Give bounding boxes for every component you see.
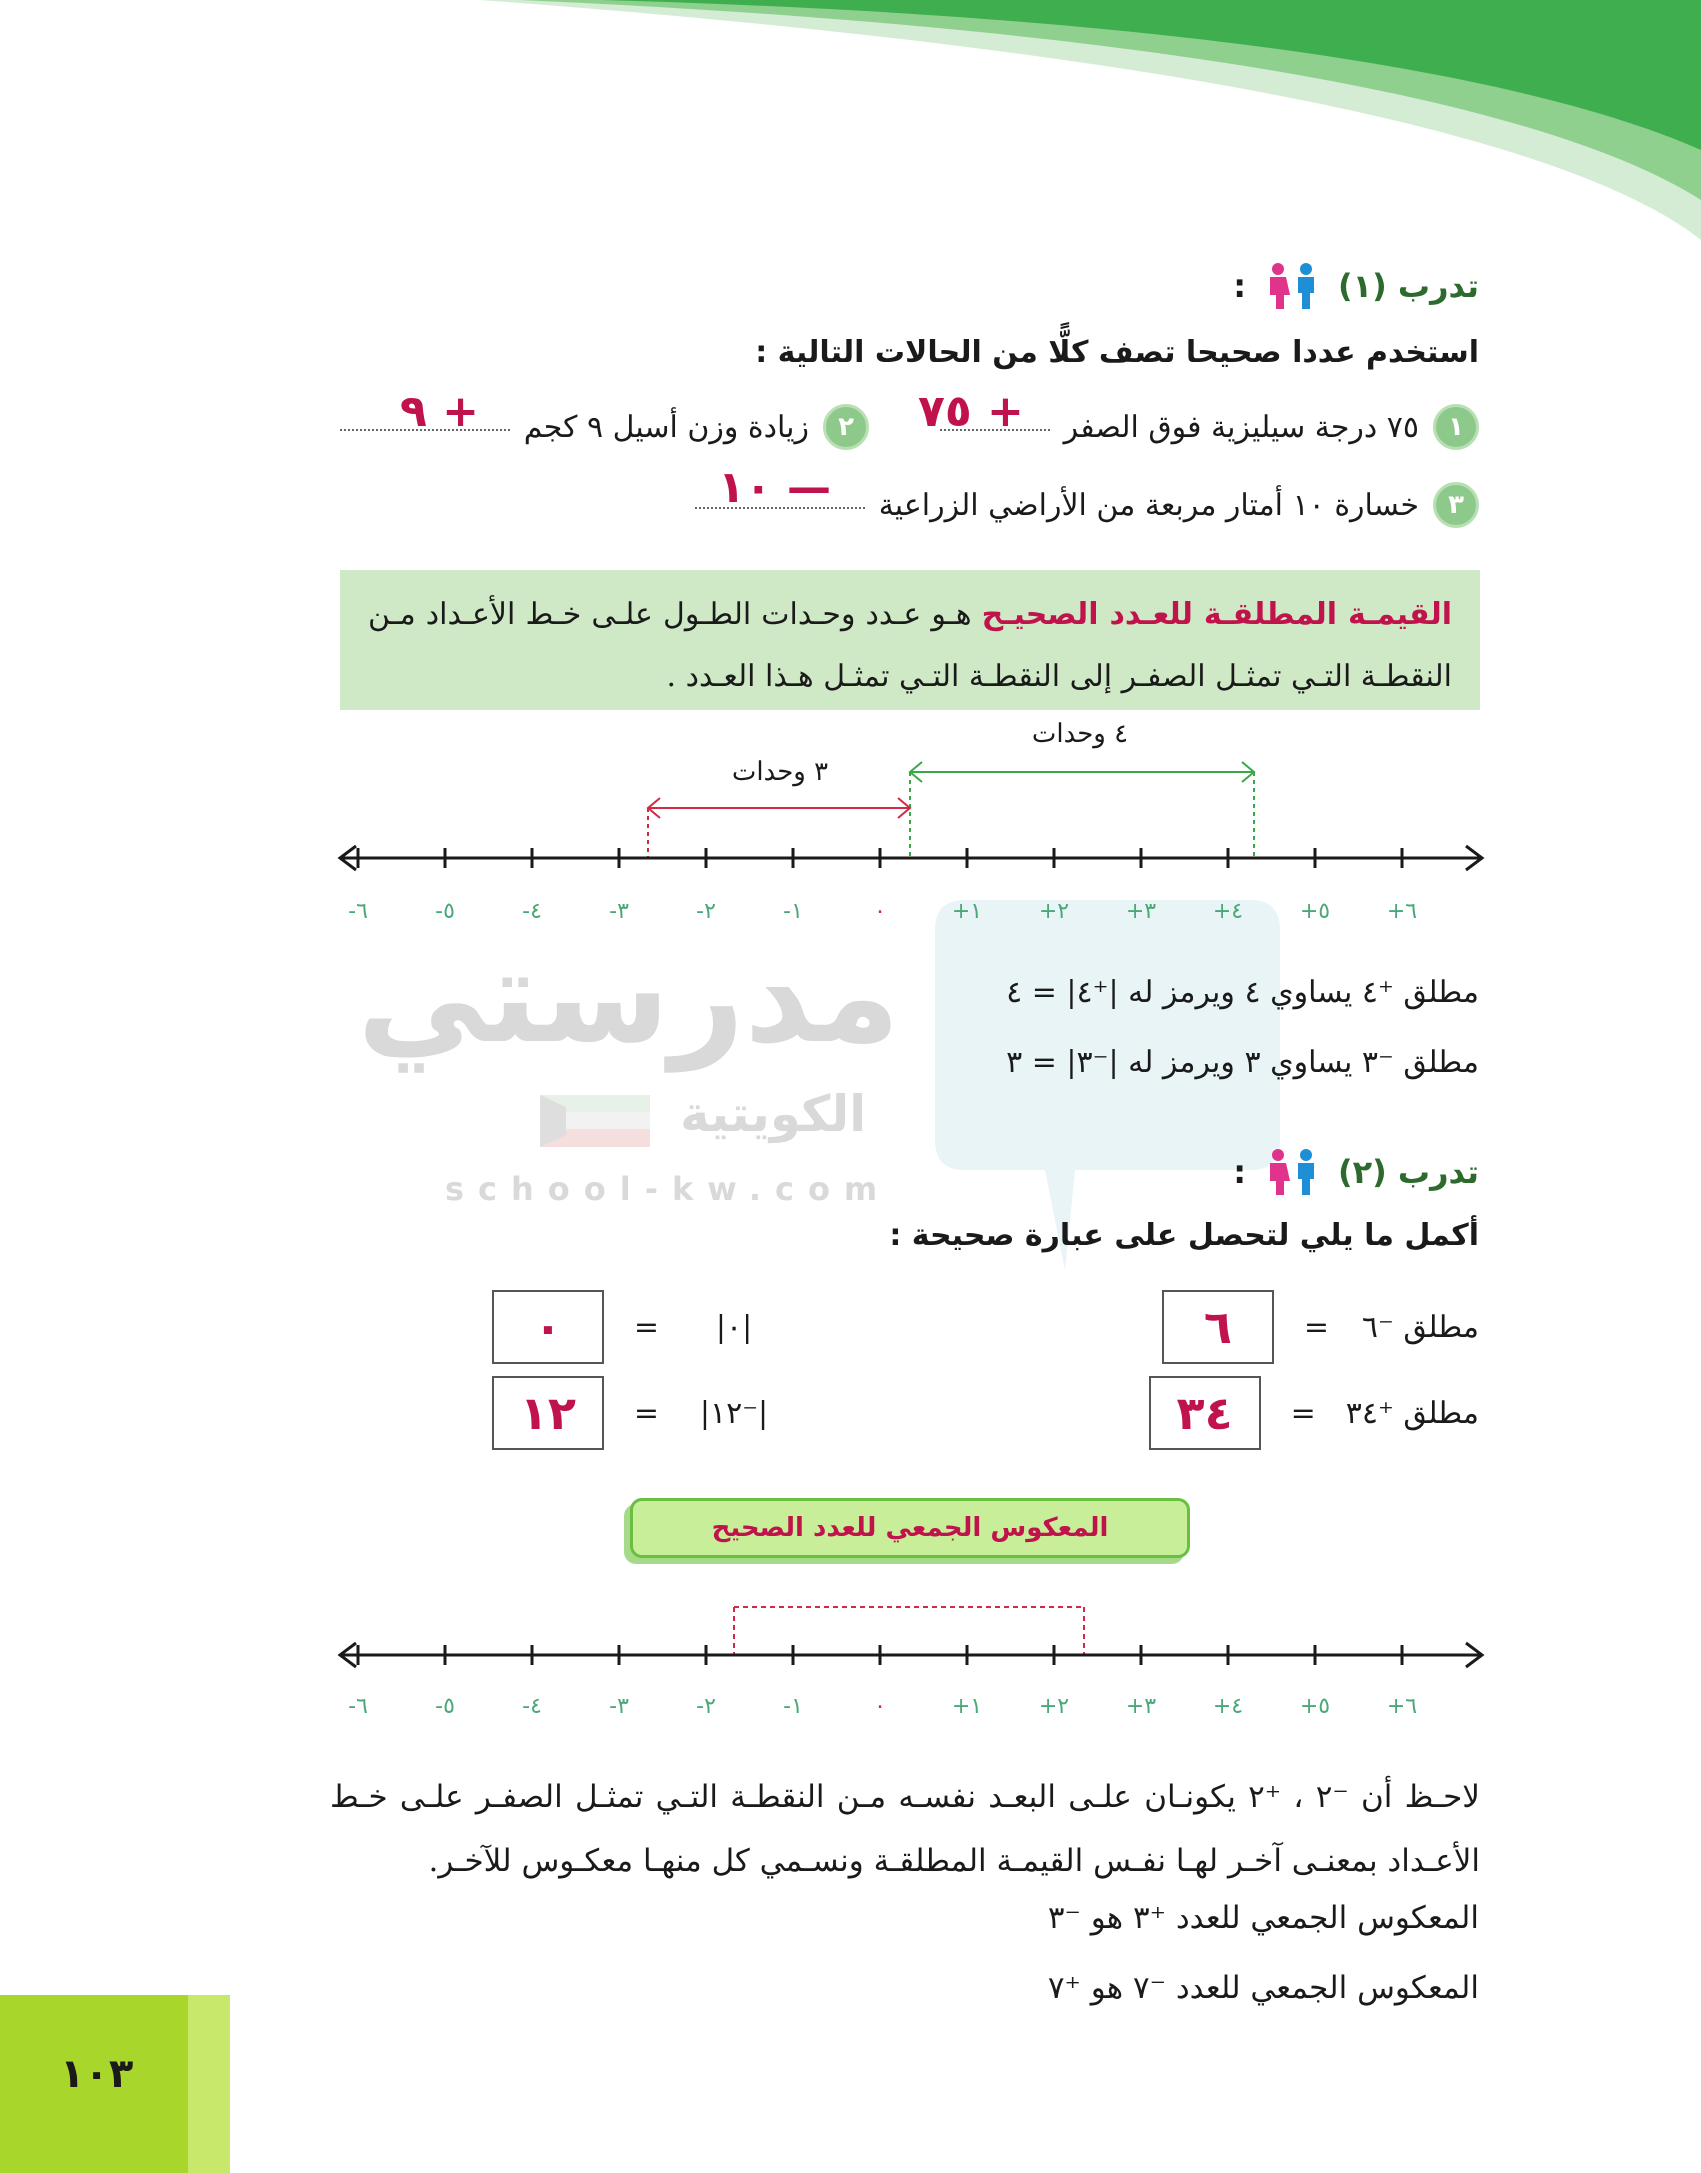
item-1-badge: ١ (1433, 404, 1479, 450)
exercise-2-eq: = (633, 1309, 659, 1345)
page-number-tab (0, 1995, 230, 2173)
item-3-answer: ١٠ — (718, 462, 832, 513)
inverse-paragraph: لاحـظ أن ⁻٢ ، ⁺٢ يكونـان علـى البعـد نفسـه مـن النقطـة التـي تمثـل الصفـر علـى خـط الأعـداد بمعنـى آخـر لهـا نفـس القيمـة المطلقـة ونسـمي كل منهـا معكـوس للآخـر. (330, 1779, 1480, 1879)
training1-colon: : (1233, 267, 1246, 305)
exercise-3-eq: = (1290, 1395, 1316, 1431)
nl2-tick-label-2: -٤ (522, 1694, 542, 1719)
exercise-1 (1162, 1290, 1479, 1364)
item-2-badge: ٢ (823, 404, 869, 450)
watermark-logo-icon (935, 900, 1280, 1270)
arrow-right-label: ٤ وحدات (1031, 720, 1129, 749)
item-3-text: خسارة ١٠ أمتار مربعة من الأراضي الزراعية (878, 487, 1419, 523)
nl1-tick-label-7: +١ (951, 899, 983, 924)
people-icon (1260, 1148, 1324, 1196)
definition-box (340, 570, 1480, 710)
nl2-tick-label-8: +٢ (1038, 1694, 1070, 1719)
nl1-tick-label-10: +٤ (1212, 899, 1244, 924)
instruction1: استخدم عددا صحيحا تصف كلًّا من الحالات التالية : (755, 335, 1479, 370)
watermark-url: school-kw.com (445, 1170, 892, 1208)
nl2-tick-label-7: +١ (951, 1694, 983, 1719)
item-3-badge: ٣ (1433, 482, 1479, 528)
exercise-4 (492, 1376, 779, 1450)
exercise-3-expr: مطلق ⁺٣٤ (1345, 1395, 1479, 1431)
training1-title: تدرب (١) (1338, 267, 1479, 305)
nl2-tick-label-0: -٦ (348, 1694, 368, 1719)
nl1-tick-label-6: ٠ (874, 899, 886, 924)
exercise-4-eq: = (633, 1395, 659, 1431)
inverse-example-2: المعكوس الجمعي للعدد ⁻٧ هو ⁺٧ (1047, 1970, 1479, 2006)
item-1-answer: ٧٥ + (918, 386, 1024, 437)
nl1-tick-label-11: +٥ (1299, 899, 1331, 924)
training2-title: تدرب (٢) (1338, 1153, 1479, 1191)
exercise-2-expr: |٠| (715, 1309, 753, 1345)
nl1-tick-label-0: -٦ (348, 899, 368, 924)
nl1-tick-label-5: -١ (783, 899, 803, 924)
page-number: ١٠٣ (60, 2051, 134, 2097)
item-2-text: زيادة وزن أسيل ٩ كجم (523, 409, 809, 445)
nl1-tick-label-9: +٣ (1125, 899, 1157, 924)
exercise-1-eq: = (1303, 1309, 1329, 1345)
nl2-tick-label-4: -٢ (696, 1694, 716, 1719)
header-swoosh (0, 0, 1701, 260)
section-banner: المعكوس الجمعي للعدد الصحيح (630, 1498, 1190, 1558)
abs-example-1: مطلق ⁺٤ يساوي ٤ ويرمز له |⁺٤| = ٤ (1006, 975, 1479, 1010)
nl2-tick-label-6: ٠ (874, 1694, 886, 1719)
watermark-main: مدرستي (357, 920, 900, 1072)
exercise-1-expr: مطلق ⁻٦ (1361, 1309, 1479, 1345)
exercise-2 (492, 1290, 779, 1364)
nl1-tick-label-12: +٦ (1386, 899, 1418, 924)
nl2-tick-label-9: +٣ (1125, 1694, 1157, 1719)
nl2-tick-label-11: +٥ (1299, 1694, 1331, 1719)
item-2-answer: ٩ + (400, 386, 480, 437)
item-1-text: ٧٥ درجة سيليزية فوق الصفر (1063, 409, 1419, 445)
definition-term: القيمـة المطلقـة للعـدد الصحيـح (981, 597, 1452, 632)
exercise-4-expr: |⁻١٢| (699, 1395, 769, 1431)
training2-heading (1233, 1148, 1479, 1196)
exercise-2-answer[interactable]: ٠ (492, 1290, 604, 1364)
exercise-3-answer[interactable]: ٣٤ (1149, 1376, 1261, 1450)
nl2-tick-label-1: -٥ (435, 1694, 455, 1719)
exercise-3 (1149, 1376, 1479, 1450)
exercise-1-answer[interactable]: ٦ (1162, 1290, 1274, 1364)
inverse-example-1: المعكوس الجمعي للعدد ⁺٣ هو ⁻٣ (1047, 1900, 1479, 1936)
abs-example-2: مطلق ⁻٣ يساوي ٣ ويرمز له |⁻٣| = ٣ (1006, 1045, 1479, 1080)
nl2-tick-label-12: +٦ (1386, 1694, 1418, 1719)
nl1-tick-label-8: +٢ (1038, 899, 1070, 924)
nl2-tick-label-10: +٤ (1212, 1694, 1244, 1719)
instruction2: أكمل ما يلي لتحصل على عبارة صحيحة : (889, 1218, 1479, 1253)
watermark-sub: الكويتية (680, 1085, 867, 1143)
exercise-4-answer[interactable]: ١٢ (492, 1376, 604, 1450)
arrow-left-label: ٣ وحدات (731, 757, 829, 787)
watermark-flag-icon (540, 1095, 650, 1147)
nl1-tick-label-1: -٥ (435, 899, 455, 924)
training2-colon: : (1233, 1153, 1246, 1191)
training1-heading (1233, 262, 1479, 310)
number-line-2 (330, 1595, 1490, 1735)
nl1-tick-label-4: -٢ (696, 899, 716, 924)
nl2-tick-label-3: -٣ (609, 1694, 629, 1719)
number-line-1 (330, 720, 1490, 940)
nl1-tick-label-3: -٣ (609, 899, 629, 924)
nl1-tick-label-2: -٤ (522, 899, 542, 924)
people-icon (1260, 262, 1324, 310)
nl2-tick-label-5: -١ (783, 1694, 803, 1719)
definition-body: هـو عـدد وحـدات الطـول علـى خـط الأعـداد مـن النقطـة التـي تمثـل الصفـر إلى النقطـة التـي تمثـل هـذا العـدد . (368, 597, 1452, 694)
